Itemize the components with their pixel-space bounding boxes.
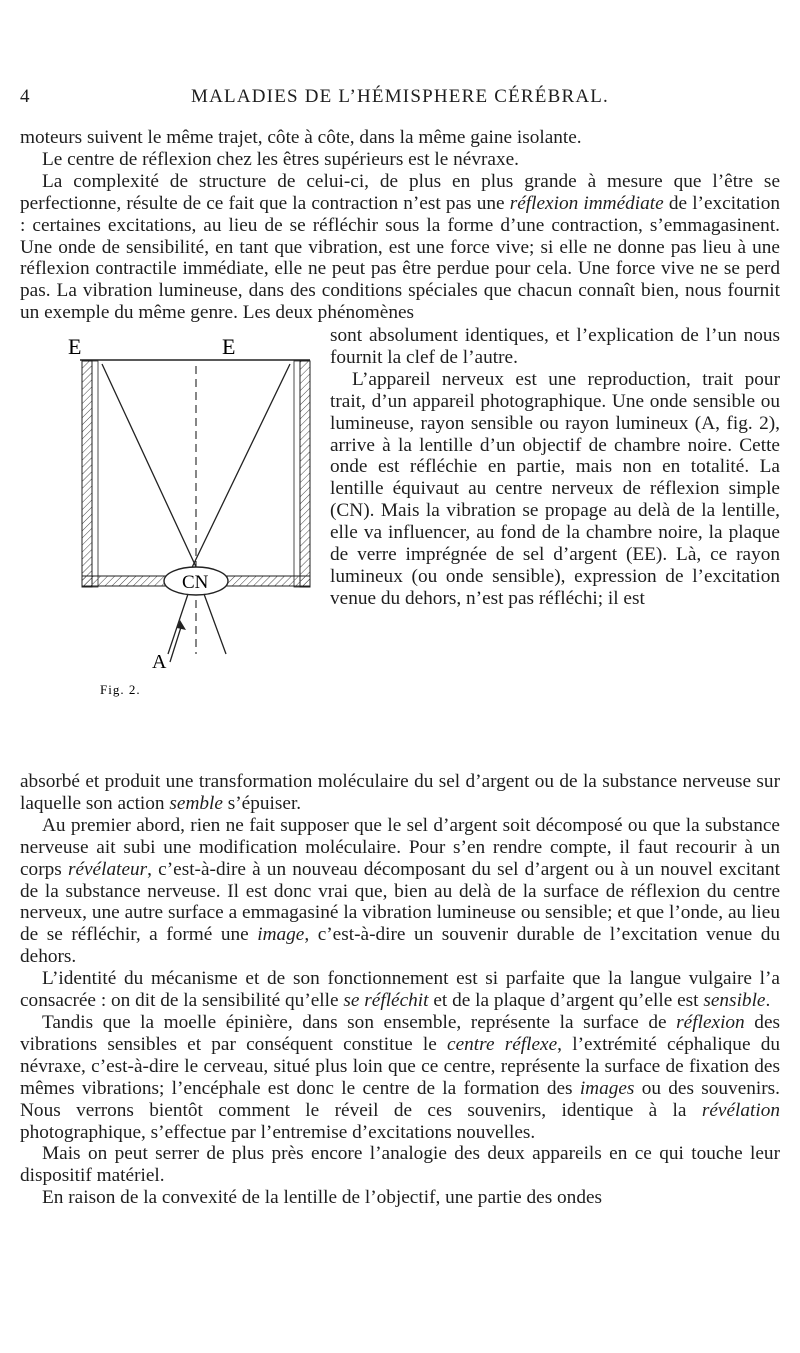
emphasis-se-reflechit: se réfléchit (343, 990, 429, 1012)
bottom-right-bar (224, 576, 310, 586)
text-block-top (20, 127, 780, 324)
paragraph-4-end: absorbé et produit une transformation moléculaire du sel d’argent ou de la substance nerveuse sur laquelle son action semble s’épuiser. (20, 771, 780, 814)
paragraph-3-continued: sont absolument identiques, et l’explication de l’un nous fournit la clef de l’autre. (330, 325, 780, 368)
paragraph-9: En raison de la convexité de la lentille de l’objectif, une partie des ondes (42, 1187, 603, 1209)
label-E-right: E (222, 334, 236, 359)
figure-2 (20, 324, 320, 764)
ray-right (185, 364, 290, 582)
running-title: MALADIES DE L’HÉMISPHERE CÉRÉBRAL. (191, 86, 609, 107)
emphasis-sensible: sensible (703, 990, 766, 1012)
text-block-bottom (20, 771, 780, 1209)
emphasis-revelateur: révélateur (67, 858, 148, 880)
paragraph-6: L’identité du mécanisme et de son fonctionnement est si parfaite que la langue vulgaire l’a consacrée : on dit de la sensibilité qu’elle se réfléchit et de la plaque d’argent qu’elle est sensible. (20, 968, 780, 1012)
emphasis-semble: semble (169, 792, 223, 814)
right-wall (300, 361, 310, 587)
page-header (0, 86, 800, 110)
emphasis-revelation: révélation (701, 1099, 780, 1121)
label-A: A (152, 651, 167, 673)
paragraph-1: moteurs suivent le même trajet, côte à côte, dans la même gaine isolante. (20, 127, 582, 148)
label-CN: CN (182, 572, 209, 593)
emphasis-centre-reflexe: centre réflexe (447, 1033, 558, 1055)
paragraph-5: Au premier abord, rien ne fait supposer que le sel d’argent soit décomposé ou que la substance nerveuse ait subi une modification moléculaire. Pour s’en rendre compte, il faut recourir à un corps révélateur, c’est-à-dire à un nouveau décomposant du sel d’argent ou à un nouvel excitant de la substance nerveuse. Il est donc vrai que, bien au delà de la surface de réflexion du centre nerveux, une autre surface a emmagasiné la vibration lumineuse ou sensible; et que l’onde, au lieu de se réfléchir, a formé une image, c’est-à-dire un souvenir durable de l’excitation venue du dehors. (20, 814, 780, 968)
paragraph-2: Le centre de réflexion chez les êtres supérieurs est le névraxe. (42, 148, 519, 170)
paragraph-8: Mais on peut serrer de plus près encore l’analogie des deux appareils en ce qui touche leur dispositif matériel. (20, 1143, 780, 1187)
figure-caption: Fig. 2. (100, 682, 141, 697)
text-block-beside-figure (330, 325, 780, 610)
ray-left (102, 364, 203, 582)
emphasis-reflexion-immediate: réflexion immédiate (509, 192, 664, 214)
page-number: 4 (20, 86, 30, 107)
paragraph-7: Tandis que la moelle épinière, dans son ensemble, représente la surface de réflexion des vibrations sensibles et par conséquent constitue le centre réflexe, l’extrémité céphalique du névraxe, c’est-à-dire le cerveau, situé plus loin que ce centre, représente la surface de fixation des mêmes vibrations; l’encéphale est donc le centre de la formation des images ou des souvenirs. Nous verrons bientôt comment le réveil de ces souvenirs, identique à la révélation photographique, s’effectue par l’entremise d’excitations nouvelles. (20, 1011, 781, 1143)
camera-diagram (20, 324, 320, 764)
emphasis-image: image (257, 924, 305, 946)
left-wall (82, 361, 92, 587)
paragraph-4: L’appareil nerveux est une reproduction, trait pour trait, d’un appareil photographique. Une onde sensible ou lumineuse, rayon sensible ou rayon lumineux (A, fig. 2), arrive à la lentille d’un objectif de chambre noire. Cette onde est réfléchie en partie, mais non en totalité. La lentille équivaut au centre nerveux de réflexion simple (CN). Mais la vibration se propage au delà de la lentille, elle va influencer, au fond de la chambre noire, la plaque de verre imprégnée de sel d’argent (EE). Là, ce rayon lumineux (ou onde sensible), expression de l’excitation venue du dehors, n’est pas réfléchi; il est (330, 368, 780, 609)
paragraph-3: La complexité de structure de celui-ci, de plus en plus grande à mesure que l’être se perfectionne, résulte de ce fait que la contraction n’est pas une réflexion immédiate de l’excitation : certaines excitations, au lieu de se réfléchir sous la forme d’une contraction, s’emmagasinent. Une onde de sensibilité, en tant que vibration, est une force vive; si elle ne donne pas lieu à une réflexion contractile immédiate, elle ne peut pas être perdue pour cela. Une force vive ne se perd pas. La vibration lumineuse, dans des conditions spéciales que chacun connaît bien, nous fournit un exemple du même genre. Les deux phénomènes (20, 170, 780, 324)
emphasis-reflexion: réflexion (676, 1011, 745, 1033)
emphasis-images: images (579, 1077, 635, 1099)
label-E-left: E (68, 334, 82, 359)
